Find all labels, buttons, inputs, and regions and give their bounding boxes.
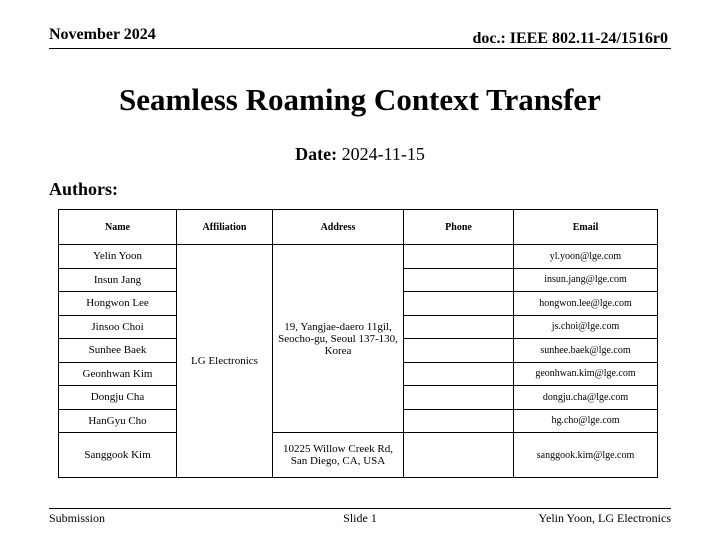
author-name: HanGyu Cho [59, 409, 177, 433]
date-value: 2024-11-15 [341, 144, 425, 164]
authors-table [58, 209, 658, 478]
col-header-affiliation: Affiliation [177, 210, 273, 245]
author-email: hg.cho@lge.com [514, 409, 658, 433]
author-email: insun.jang@lge.com [514, 268, 658, 292]
author-phone [404, 362, 514, 386]
author-phone [404, 268, 514, 292]
author-name: Sunhee Baek [59, 339, 177, 363]
author-name: Sanggook Kim [59, 433, 177, 478]
header-doc-id: doc.: IEEE 802.11-24/1516r0 [472, 30, 668, 47]
author-phone [404, 245, 514, 269]
author-phone [404, 386, 514, 410]
author-affiliation: LG Electronics [177, 245, 273, 478]
author-phone [404, 339, 514, 363]
author-name: Yelin Yoon [59, 245, 177, 269]
author-email: sunhee.baek@lge.com [514, 339, 658, 363]
author-email: hongwon.lee@lge.com [514, 292, 658, 316]
footer-author: Yelin Yoon, LG Electronics [538, 511, 671, 525]
footer-submission: Submission [49, 511, 106, 525]
author-email: dongju.cha@lge.com [514, 386, 658, 410]
slide-title: Seamless Roaming Context Transfer [119, 82, 601, 117]
header-divider [49, 48, 671, 49]
author-address-sandiego: 10225 Willow Creek Rd, San Diego, CA, USA [273, 433, 404, 478]
author-email: sanggook.kim@lge.com [514, 433, 658, 478]
authors-heading: Authors: [49, 179, 119, 199]
author-email: geonhwan.kim@lge.com [514, 362, 658, 386]
footer-divider [49, 508, 671, 509]
col-header-address: Address [273, 210, 404, 245]
author-name: Jinsoo Choi [59, 315, 177, 339]
author-email: js.choi@lge.com [514, 315, 658, 339]
table-row [59, 433, 658, 478]
author-name: Dongju Cha [59, 386, 177, 410]
author-name: Hongwon Lee [59, 292, 177, 316]
date-label: Date: [295, 144, 338, 164]
author-phone [404, 315, 514, 339]
author-name: Insun Jang [59, 268, 177, 292]
author-phone [404, 433, 514, 478]
author-phone [404, 409, 514, 433]
date-line [0, 144, 720, 165]
col-header-phone: Phone [404, 210, 514, 245]
author-email: yl.yoon@lge.com [514, 245, 658, 269]
col-header-name: Name [59, 210, 177, 245]
col-header-email: Email [514, 210, 658, 245]
author-phone [404, 292, 514, 316]
table-header-row [59, 210, 658, 245]
author-address-seoul: 19, Yangjae-daero 11gil, Seocho-gu, Seoul 137-130, Korea [273, 245, 404, 433]
footer-slide-number: Slide 1 [343, 511, 377, 525]
author-name: Geonhwan Kim [59, 362, 177, 386]
table-row [59, 245, 658, 269]
header-date: November 2024 [49, 26, 156, 43]
